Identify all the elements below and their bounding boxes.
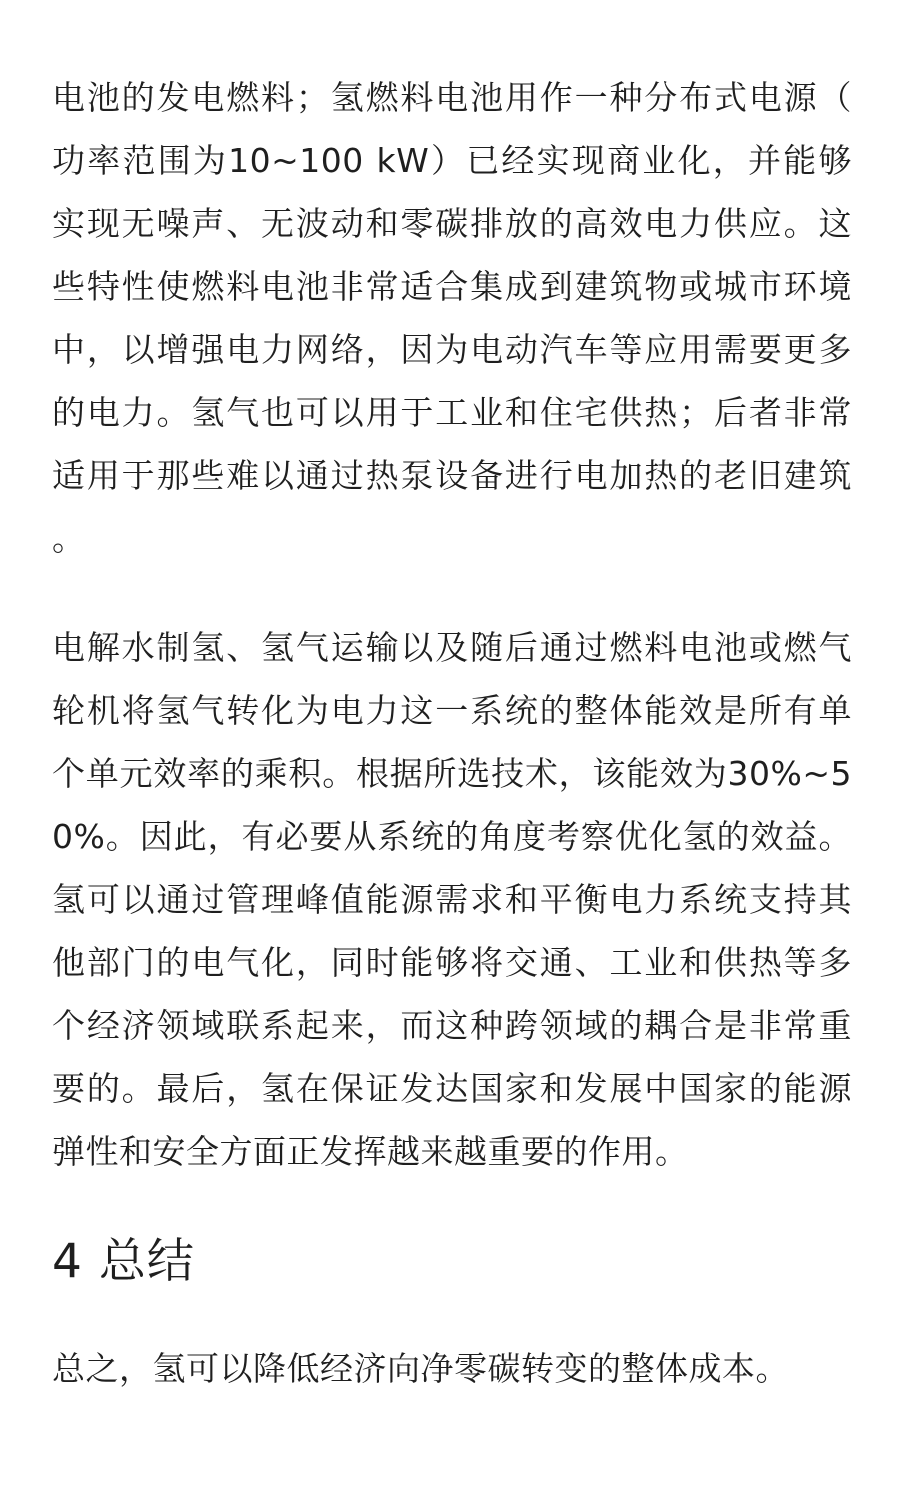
paragraph-system-efficiency: 电解水制氢、氢气运输以及随后通过燃料电池或燃气轮机将氢气转化为电力这一系统的整体能效是所有单个单元效率的乘积。根据所选技术，该能效为30%~50%。因此，有必要从系统的角度考察优化氢的效益。氢可以通过管理峰值能源需求和平衡电力系统支持其他部门的电气化，同时能够将交通、工业和供热等多个经济领域联系起来，而这种跨领域的耦合是非常重要的。最后，氢在保证发达国家和发展中国家的能源弹性和安全方面正发挥越来越重要的作用。 [52,628,852,1171]
section-heading-summary: 4 总结 [52,1234,195,1289]
article-body [52,66,852,1400]
paragraph-fuel-cell-applications: 电池的发电燃料；氢燃料电池用作一种分布式电源（功率范围为10~100 kW）已经实现商业化，并能够实现无噪声、无波动和零碳排放的高效电力供应。这些特性使燃料电池非常适合集成到建筑物或城市环境中，以增强电力网络，因为电动汽车等应用需要更多的电力。氢气也可以用于工业和住宅供热；后者非常适用于那些难以通过热泵设备进行电加热的老旧建筑。 [52,78,852,558]
paragraph-summary: 总之，氢可以降低经济向净零碳转变的整体成本。 [52,1349,789,1388]
